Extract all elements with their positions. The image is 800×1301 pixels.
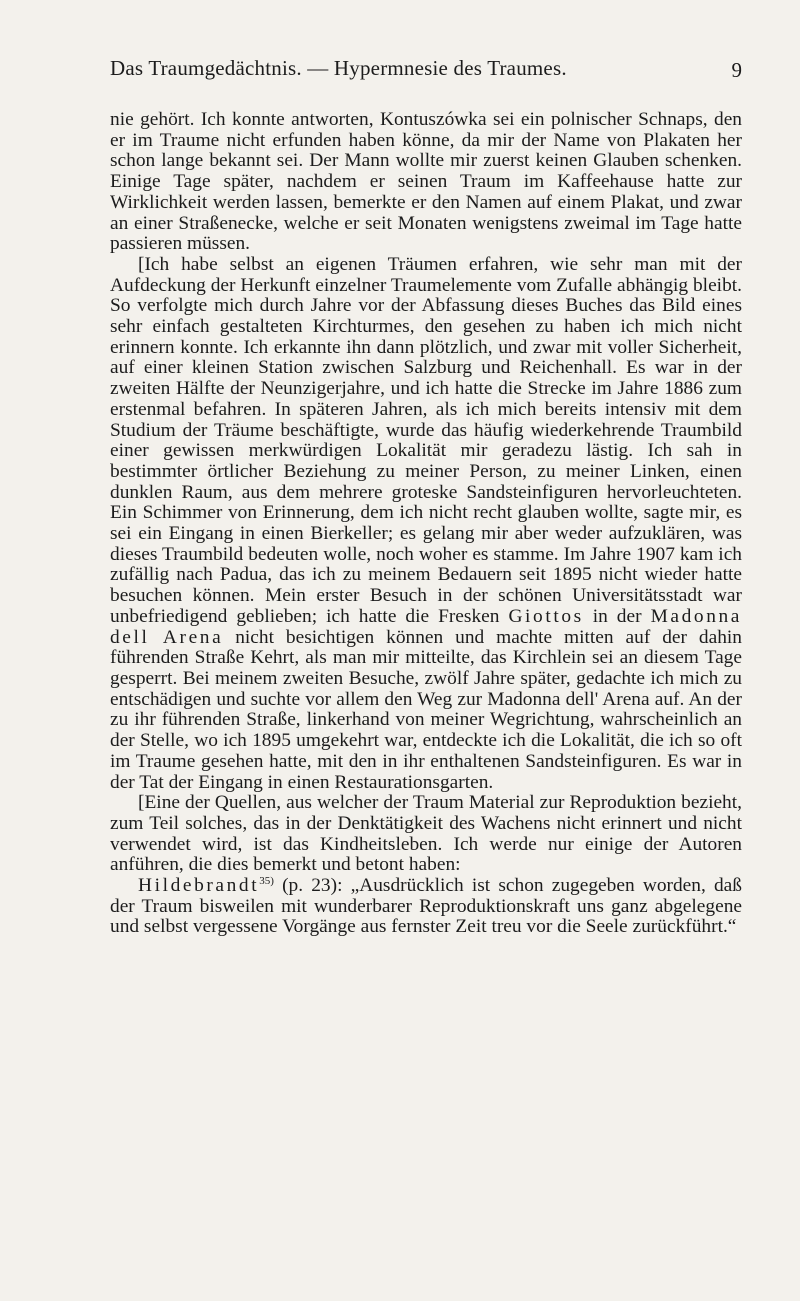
author-hildebrandt: Hildebrandt — [138, 875, 260, 897]
emphasis-madonna-arena: Madonna dell Arena — [110, 605, 742, 648]
paragraph-2 — [110, 255, 742, 793]
paragraph-3: [Eine der Quellen, aus welcher der Traum Material zur Reproduktion bezieht, zum Teil solches, das in der Denktätigkeit des Wachens nicht erinnert und nicht verwendet wird, ist das Kindheitsleben. Ich werde nur einige der Autoren anführen, die dies bemerkt und betont haben: — [110, 792, 742, 876]
paragraph-2-connector: in der — [592, 605, 642, 627]
paragraph-4 — [110, 876, 742, 938]
page-header — [110, 56, 742, 92]
paragraph-4-text: (p. 23): „Ausdrücklich ist schon zugegeben worden, daß der Traum bisweilen mit wunderbarer Reproduktionskraft uns ganz abgelegene und selbst vergessene Vorgänge aus fernster Zeit treu vor die Seele zurückführt.“ — [110, 875, 742, 938]
page-number: 9 — [731, 58, 742, 82]
footnote-ref: 35) — [259, 875, 274, 888]
paragraph-2-text: [Ich habe selbst an eigenen Träumen erfahren, wie sehr man mit der Aufdeckung der Herkunft einzelner Traumelemente vom Zufalle abhängig bleibt. So verfolgte mich durch Jahre vor der Abfassung dieses Buches das Bild eines sehr einfach gestalteten Kirchturmes, den gesehen zu haben ich mich nicht erinnern konnte. Ich erkannte ihn dann plötzlich, und zwar mit voller Sicherheit, auf einer kleinen Station zwischen Salzburg und Reichenhall. Es war in der zweiten Hälfte der Neunzigerjahre, und ich hatte die Strecke im Jahre 1886 zum erstenmal befahren. In späteren Jahren, als ich mich bereits intensiv mit dem Studium der Träume beschäftigte, wurde das häufig wiederkehrende Traumbild einer gewissen merkwürdigen Lokalität mir geradezu lästig. Ich sah in bestimmter örtlicher Beziehung zu meiner Person, zu meiner Linken, einen dunklen Raum, aus dem mehrere groteske Sandsteinfiguren hervorleuchteten. Ein Schimmer von Erinnerung, dem ich nicht recht glauben wollte, sagte mir, es sei ein Eingang in einen Bierkeller; es gelang mir aber weder aufzuklären, was dieses Traumbild bedeuten wolle, noch woher es stamme. Im Jahre 1907 kam ich zufällig nach Padua, das ich zu meinem Bedauern seit 1895 nicht wieder hatte besuchen können. Mein erster Besuch in der schönen Universitätsstadt war unbefriedigend geblieben; ich hatte die Fresken — [110, 253, 742, 627]
body-text — [110, 110, 742, 938]
paragraph-1: nie gehört. Ich konnte antworten, Kontuszówka sei ein polnischer Schnaps, den er im Traume nicht erfunden haben könne, da mir der Name von Plakaten her schon lange bekannt sei. Der Mann wollte mir zuerst keinen Glauben schenken. Einige Tage später, nachdem er seinen Traum im Kaffeehause hatte zur Wirklichkeit werden lassen, bemerkte er den Namen auf einem Plakat, und zwar an einer Straßenecke, welche er seit Monaten wenigstens zweimal im Tage hatte passieren müssen. — [110, 109, 742, 255]
paragraph-2-continuation: nicht besichtigen können und machte mitten auf der dahin führenden Straße Kehrt, als man mir mitteilte, das Kirchlein sei an diesem Tage gesperrt. Bei meinem zweiten Besuche, zwölf Jahre später, gedachte ich mich zu entschädigen und suchte vor allem den Weg zur Madonna dell' Arena auf. An der zu ihr führenden Straße, linkerhand von meiner Wegrichtung, wahrscheinlich an der Stelle, wo ich 1895 umgekehrt war, entdeckte ich die Lokalität, die ich so oft im Traume gesehen hatte, mit den in ihr enthaltenen Sandsteinfiguren. Es war in der Tat der Eingang in einen Restaurationsgarten. — [110, 626, 742, 793]
running-head: Das Traumgedächtnis. — Hypermnesie des Traumes. — [110, 56, 567, 80]
emphasis-giottos: Giottos — [508, 605, 584, 627]
